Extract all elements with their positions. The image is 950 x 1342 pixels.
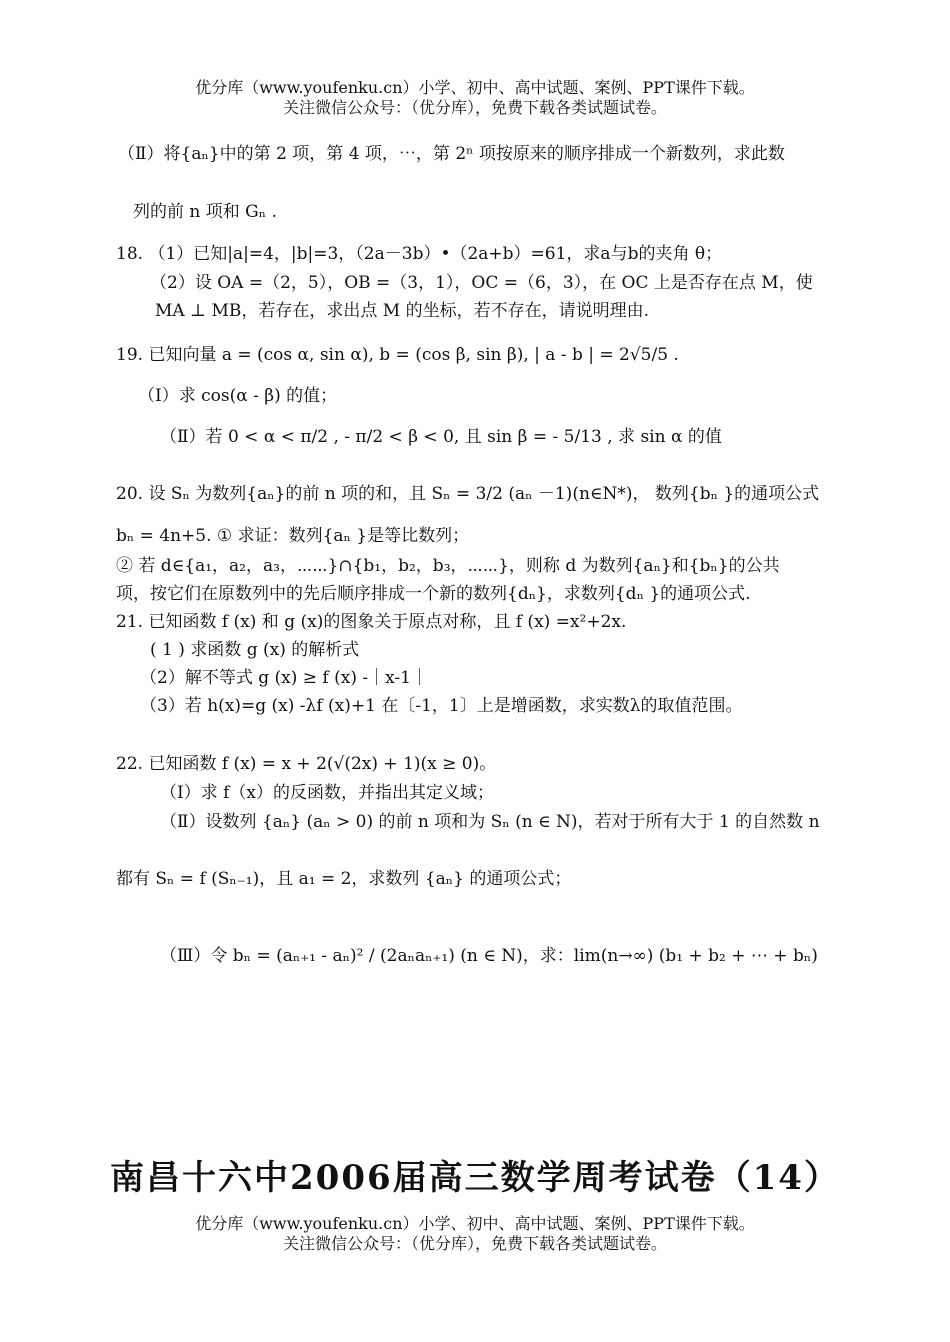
q20-part1: bₙ = 4n+5. ① 求证：数列{aₙ }是等比数列； bbox=[116, 526, 470, 546]
q21-part2: （2）解不等式 g (x) ≥ f (x) -｜x-1｜ bbox=[140, 668, 428, 688]
q19-part1: （Ⅰ）求 cos(α - β) 的值； bbox=[138, 386, 338, 406]
q22-part3: （Ⅲ）令 bₙ = (aₙ₊₁ - aₙ)² / (2aₙaₙ₊₁) (n ∈ N)，求：lim(n→∞) (b₁ + b₂ + ⋯ + bₙ) bbox=[160, 946, 818, 966]
q17-part2-line1: （Ⅱ）将{aₙ}中的第 2 项，第 4 项，⋯，第 2ⁿ 项按原来的顺序排成一个新数列，求此数 bbox=[118, 144, 785, 164]
footer-line-2: 关注微信公众号：（优分库），免费下载各类试题试卷。 bbox=[282, 1234, 667, 1253]
q18-part2-line1: （2）设 OA =（2，5），OB =（3，1），OC =（6，3），在 OC 上是否存在点 M，使 bbox=[150, 273, 813, 293]
q22-stem: 22. 已知函数 f (x) = x + 2(√(2x) + 1)(x ≥ 0)。 bbox=[116, 754, 497, 774]
q21-part1: ( 1 ) 求函数 g (x) 的解析式 bbox=[150, 640, 360, 660]
q20-part2-line2: 项，按它们在原数列中的先后顺序排成一个新的数列{dₙ}，求数列{dₙ }的通项公式. bbox=[116, 584, 751, 604]
q18-part1: 18. （1）已知|a|=4，|b|=3，（2a－3b）•（2a+b）=61，求a与b的夹角 θ； bbox=[116, 244, 723, 264]
exam-title: 南昌十六中2006届高三数学周考试卷（14） bbox=[110, 1158, 840, 1198]
header-line-1: 优分库（www.youfenku.cn）小学、初中、高中试题、案例、PPT课件下载。 bbox=[195, 78, 755, 97]
q21-part3: （3）若 h(x)=g (x) -λf (x)+1 在〔-1，1〕上是增函数，求实数λ的取值范围。 bbox=[140, 696, 743, 716]
q22-part2-line2: 都有 Sₙ = f (Sₙ₋₁)，且 a₁ = 2，求数列 {aₙ} 的通项公式； bbox=[116, 869, 572, 889]
header-line-2: 关注微信公众号：（优分库），免费下载各类试题试卷。 bbox=[282, 98, 667, 117]
q19-stem: 19. 已知向量 a = (cos α, sin α), b = (cos β, sin β), | a - b | = 2√5/5 . bbox=[116, 345, 679, 365]
q20-stem: 20. 设 Sₙ 为数列{aₙ}的前 n 项的和，且 Sₙ = 3/2 (aₙ －1)(n∈N*)， 数列{bₙ }的通项公式 bbox=[116, 484, 820, 504]
q22-part2-line1: （Ⅱ）设数列 {aₙ} (aₙ > 0) 的前 n 项和为 Sₙ (n ∈ N)，若对于所有大于 1 的自然数 n bbox=[160, 812, 820, 832]
q19-part2: （Ⅱ）若 0 < α < π/2 , - π/2 < β < 0, 且 sin β = - 5/13 , 求 sin α 的值 bbox=[160, 427, 722, 447]
q22-part1: （Ⅰ）求 f（x）的反函数，并指出其定义域； bbox=[160, 783, 494, 803]
q20-part2-line1: ② 若 d∈{a₁，a₂，a₃，⋯⋯}∩{b₁，b₂，b₃，⋯⋯}，则称 d 为数列{aₙ}和{bₙ}的公共 bbox=[116, 556, 780, 576]
footer-line-1: 优分库（www.youfenku.cn）小学、初中、高中试题、案例、PPT课件下载。 bbox=[195, 1214, 755, 1233]
q21-stem: 21. 已知函数 f (x) 和 g (x)的图象关于原点对称，且 f (x) =x²+2x. bbox=[116, 612, 627, 632]
q17-part2-line2: 列的前 n 项和 Gₙ . bbox=[133, 202, 277, 222]
q18-part2-line2: MA ⊥ MB，若存在，求出点 M 的坐标，若不存在，请说明理由. bbox=[155, 301, 649, 321]
